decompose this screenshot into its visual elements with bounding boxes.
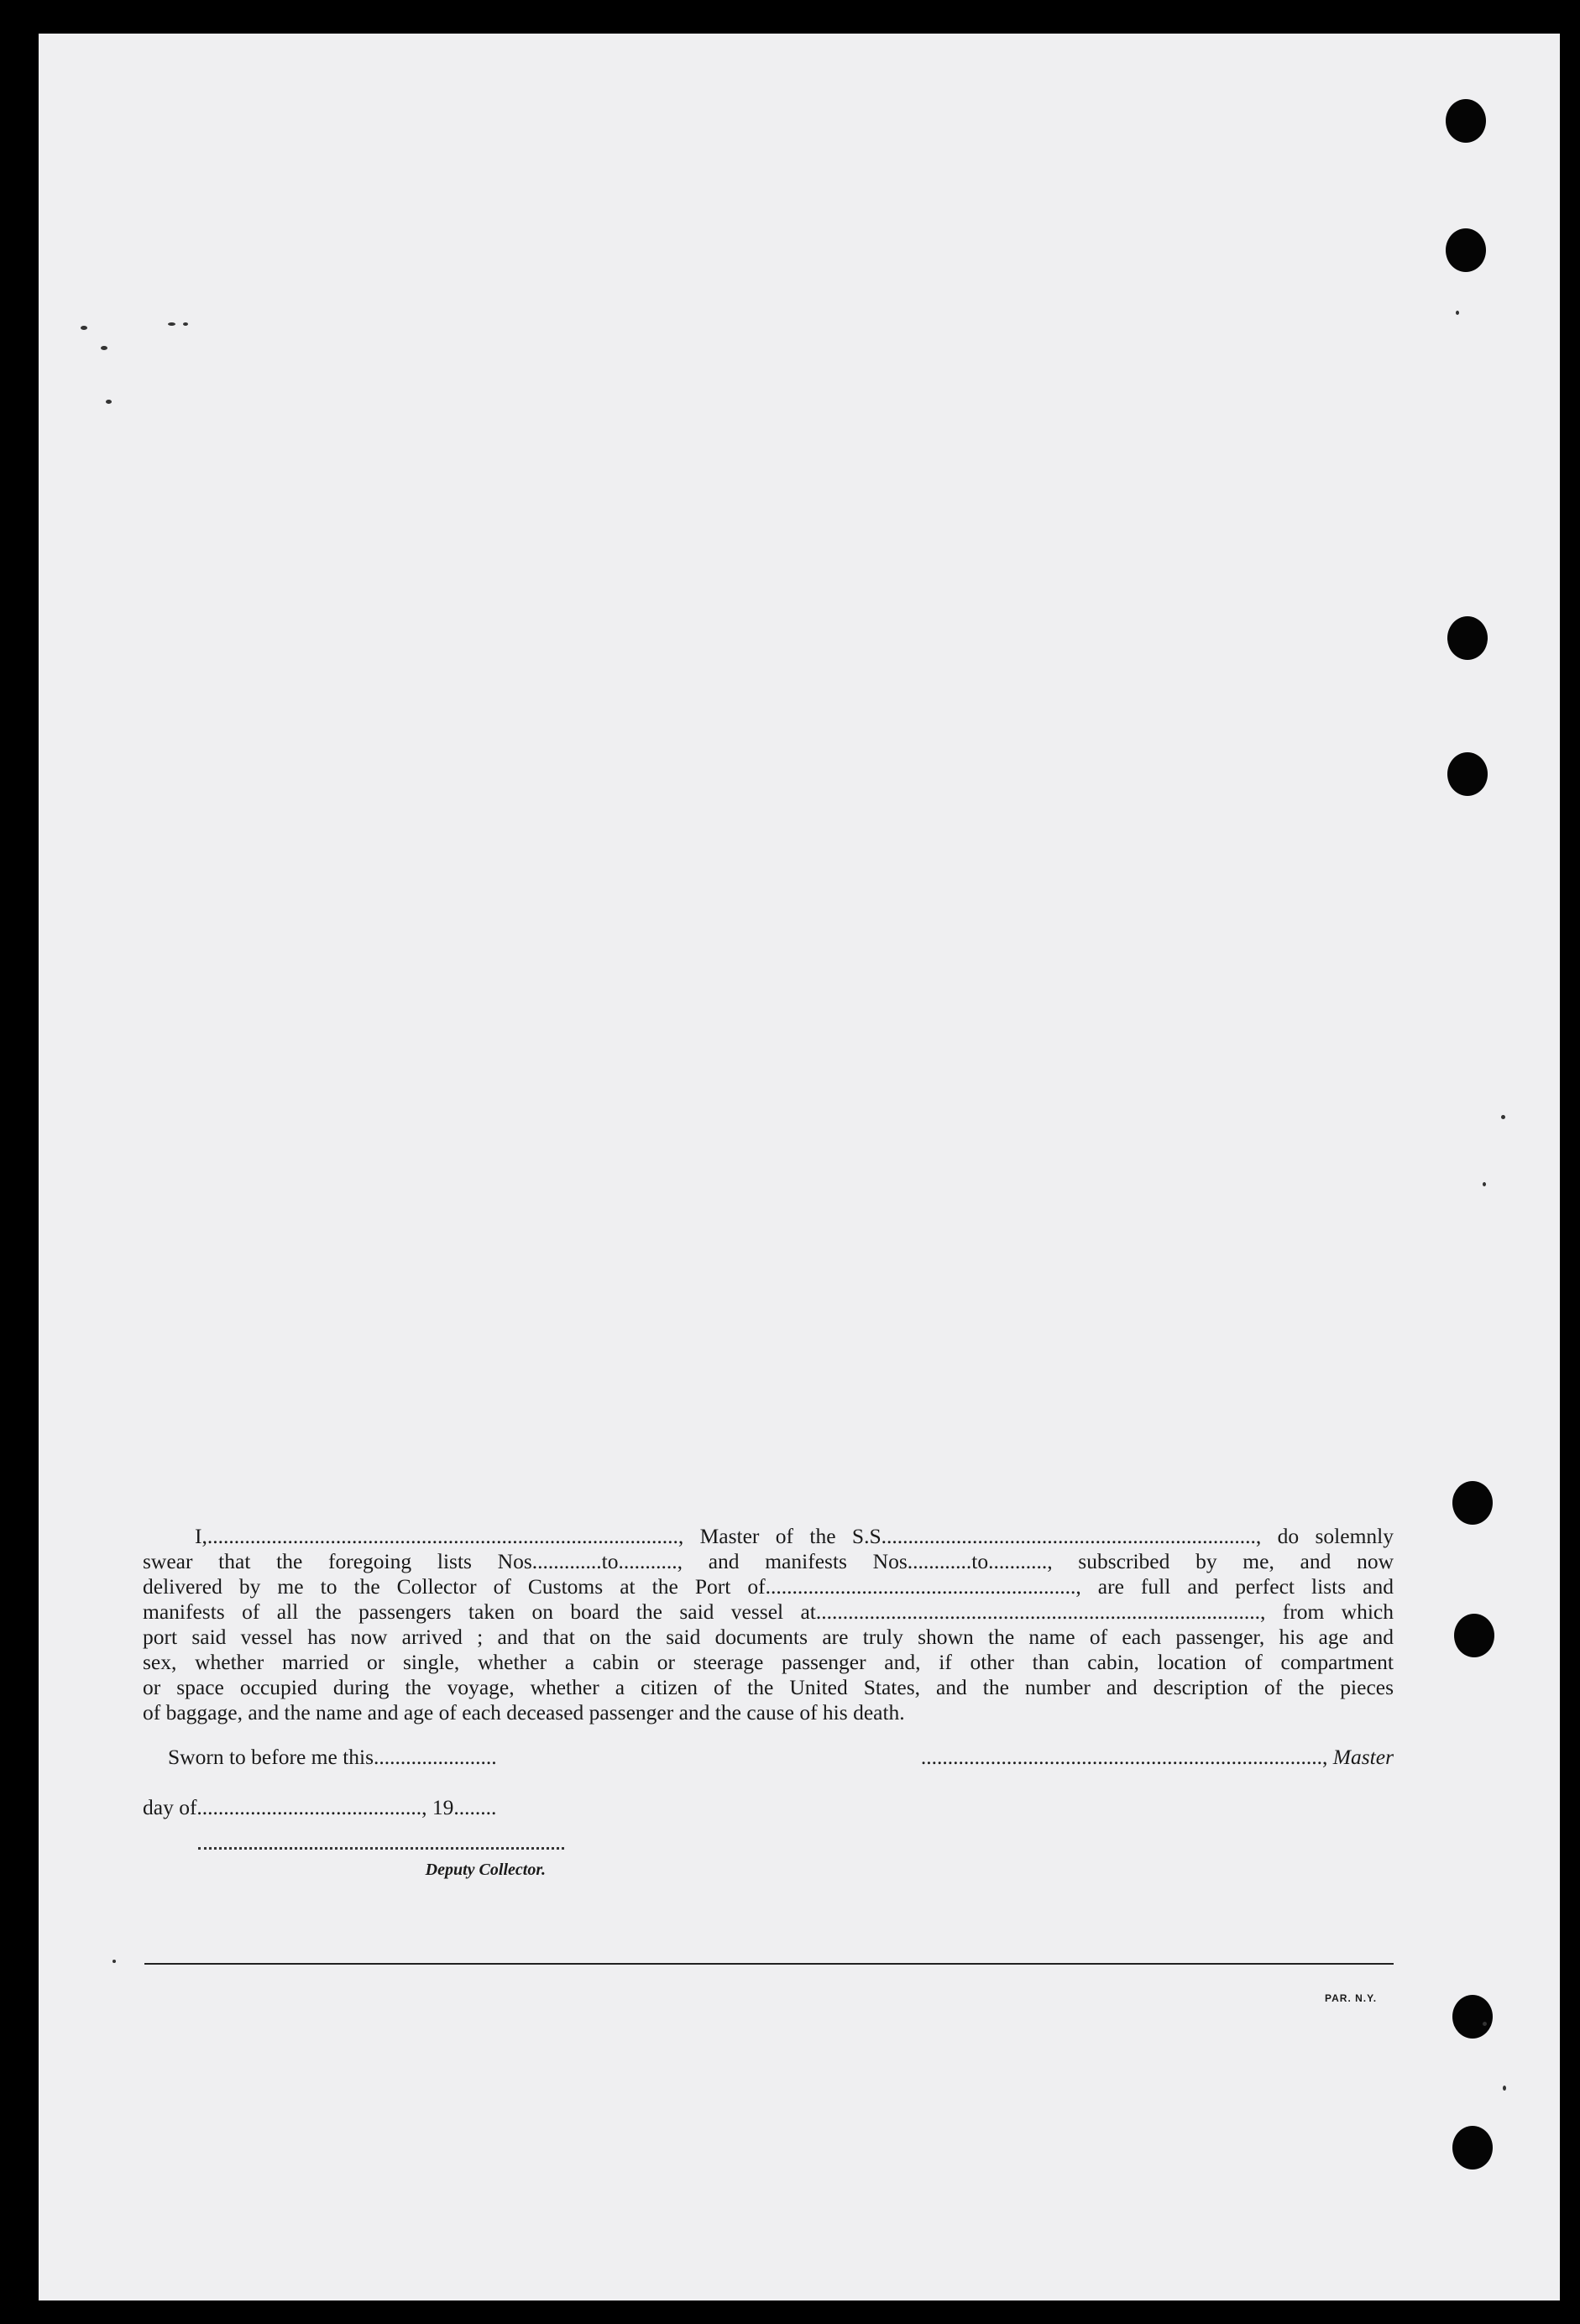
scan-speck [1483,2022,1487,2026]
scan-speck [1501,1115,1505,1119]
scan-speck [106,400,112,404]
printer-mark: PAR. N.Y. [1325,1992,1378,2004]
punch-hole [1452,1481,1493,1525]
scan-speck [1456,311,1459,315]
punch-hole [1454,1614,1494,1657]
oath-line: swear that the foregoing lists Nos.............to..........., and manifests Nos............to..........., subscribed by me, and now [143,1549,1394,1573]
oath-line: of baggage, and the name and age of each deceased passenger and the cause of his death. [143,1700,905,1725]
master-label: Master [1332,1745,1394,1769]
oath-line: delivered by me to the Collector of Customs at the Port of.........................................................., are full and perfect lists and [143,1574,1394,1599]
oath-line: I,........................................................................................, Master of the S.S......................................................................, do solemnly [195,1524,1394,1548]
punch-hole [1452,1995,1493,2039]
footer-rule [144,1963,1394,1965]
scan-speck [1483,1182,1486,1186]
punch-hole [1446,228,1486,272]
oath-paragraph [143,1524,1394,1725]
sworn-line: Sworn to before me this....................... [168,1745,497,1769]
punch-hole [1452,2126,1493,2170]
master-signature-dots: ..........................................................................., [920,1745,1328,1769]
form-sheet [39,34,1560,2300]
scan-speck [168,322,175,326]
day-line: day of.........................................., 19........ [143,1795,497,1819]
punch-hole [1447,752,1488,796]
scan-speck [183,322,188,326]
scan-speck [101,346,107,350]
oath-line: sex, whether married or single, whether a cabin or steerage passenger and, if other than cabin, location of compartment [143,1650,1394,1674]
deputy-signature-line [198,1847,564,1850]
oath-line: or space occupied during the voyage, whether a citizen of the United States, and the number and description of the pieces [143,1675,1394,1699]
punch-hole [1447,616,1488,660]
scan-speck [112,1960,116,1963]
master-signature [882,1745,1394,1770]
oath-line: port said vessel has now arrived ; and that on the said documents are truly shown the name of each passenger, his age and [143,1625,1394,1649]
scan-speck [1503,2086,1506,2091]
deputy-collector-label: Deputy Collector. [425,1861,546,1879]
oath-line: manifests of all the passengers taken on board the said vessel at..................................................................................., from which [143,1599,1394,1624]
punch-hole [1446,99,1486,143]
scan-speck [81,326,87,330]
